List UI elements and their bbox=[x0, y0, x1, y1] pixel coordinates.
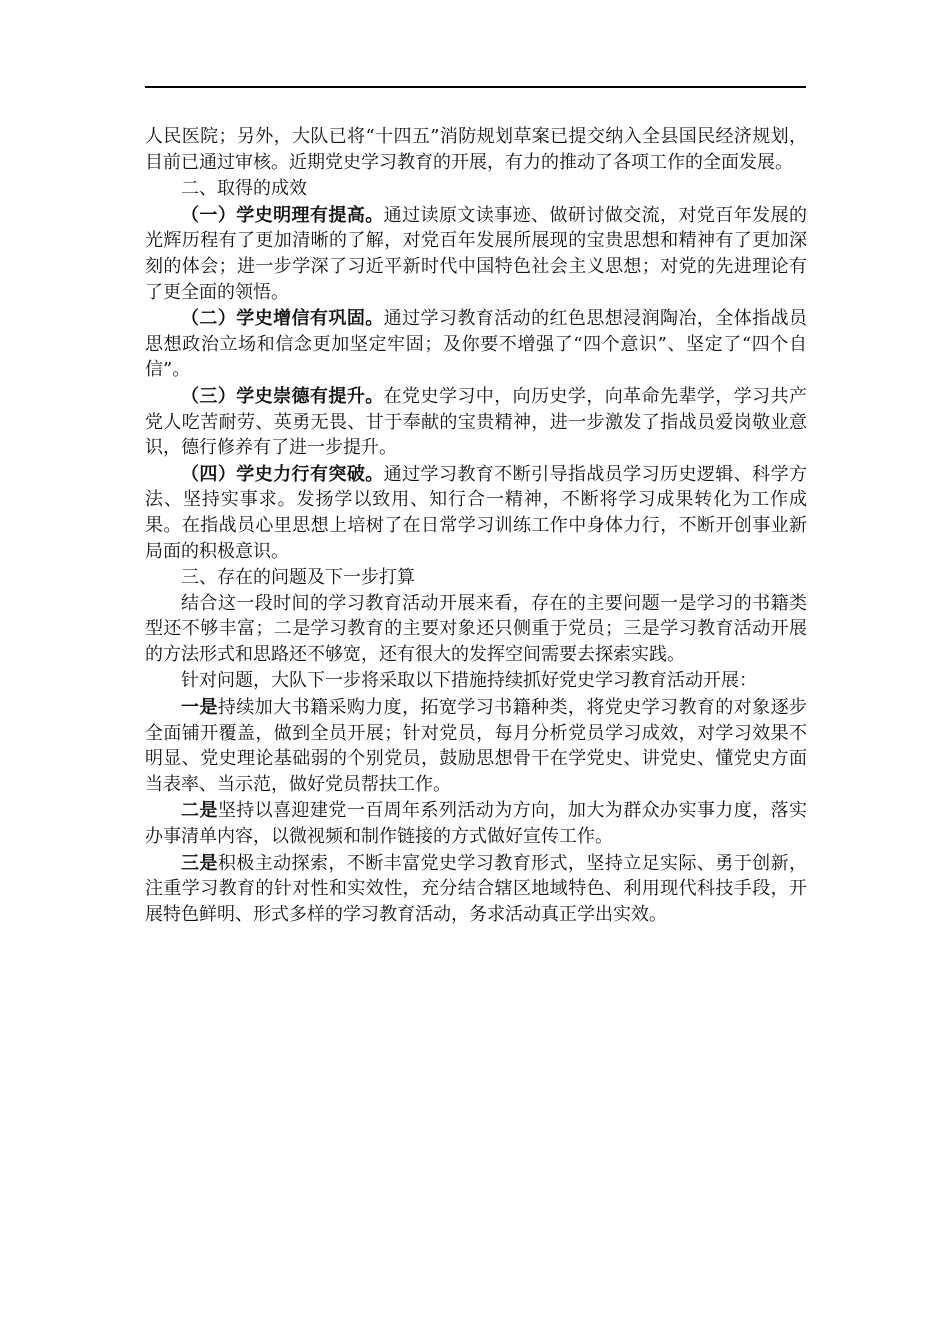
achievement-item-4-text: 通过学习教育不断引导指战员学习历史逻辑、科学方法、坚持实事求。发扬学以致用、知行合一精神，不断将学习成果转化为工作成果。在指战员心里思想上培树了在日常学习训练工作中身体力行，不断开创事业新局面的积极意识。 bbox=[145, 463, 808, 562]
achievement-item-2 bbox=[145, 306, 807, 383]
measure-item-2-label: 二是 bbox=[181, 800, 218, 822]
achievement-item-3 bbox=[145, 384, 807, 461]
achievement-item-2-text: 通过学习教育活动的红色思想浸润陶冶，全体指战员思想政治立场和信念更加坚定牢固；及你要不增强了“四个意识”、坚定了“四个自信”。 bbox=[145, 308, 808, 381]
achievement-item-2-label: （二）学史增信有巩固。 bbox=[181, 308, 384, 330]
measure-item-3-text: 积极主动探索，不断丰富党史学习教育形式，坚持立足实际、勇于创新，注重学习教育的针对性和实效性，充分结合辖区地域特色、利用现代科技手段，开展特色鲜明、形式多样的学习教育活动，务求活动真正学出实效。 bbox=[145, 852, 808, 925]
measure-item-1 bbox=[145, 695, 807, 797]
measure-item-3-label: 三是 bbox=[181, 852, 218, 874]
document-body bbox=[145, 124, 807, 927]
measure-item-2-text: 坚持以喜迎建党一百周年系列活动为方向，加大为群众办实事力度，落实办事清单内容，以微视频和制作链接的方式做好宣传工作。 bbox=[145, 800, 808, 848]
measure-item-2 bbox=[145, 798, 807, 849]
problems-paragraph: 结合这一段时间的学习教育活动开展来看，存在的主要问题一是学习的书籍类型还不够丰富；二是学习教育的主要对象还只侧重于党员；三是学习教育活动开展的方法形式和思路还不够宽，还有很大的发挥空间需要去探索实践。 bbox=[145, 592, 807, 665]
measure-item-1-label: 一是 bbox=[181, 697, 218, 719]
header-rule bbox=[145, 86, 806, 88]
achievement-item-1-text: 通过读原文读事迹、做研讨做交流，对党百年发展的光辉历程有了更加清晰的了解，对党百年发展所展现的宝贵思想和精神有了更加深刻的体会；进一步学深了习近平新时代中国特色社会主义思想；对党的先进理论有了更全面的领悟。 bbox=[145, 204, 808, 303]
achievement-item-1 bbox=[145, 203, 807, 305]
section-heading-achievements: 二、取得的成效 bbox=[181, 178, 307, 200]
achievement-item-3-text: 在党史学习中，向历史学，向革命先辈学，学习共产党人吃苦耐劳、英勇无畏、甘于奉献的宝贵精神，进一步激发了指战员爱岗敬业意识，德行修养有了进一步提升。 bbox=[145, 385, 808, 459]
intro-paragraph: 人民医院；另外，大队已将“十四五”消防规划草案已提交纳入全县国民经济规划，目前已通过审核。近期党史学习教育的开展，有力的推动了各项工作的全面发展。 bbox=[145, 126, 807, 173]
achievement-item-4-label: （四）学史力行有突破。 bbox=[181, 463, 384, 485]
measures-intro-paragraph: 针对问题，大队下一步将采取以下措施持续抓好党史学习教育活动开展： bbox=[181, 670, 757, 692]
section-heading-problems: 三、存在的问题及下一步打算 bbox=[181, 567, 415, 589]
achievement-item-4 bbox=[145, 462, 807, 564]
measure-item-1-text: 持续加大书籍采购力度，拓宽学习书籍种类，将党史学习教育的对象逐步全面铺开覆盖，做到全员开展；针对党员，每月分析党员学习成效，对学习效果不明显、党史理论基础弱的个别党员，鼓励思想骨干在学党史、讲党史、懂党史方面当表率、当示范，做好党员帮扶工作。 bbox=[145, 697, 808, 795]
achievement-item-1-label: （一）学史明理有提高。 bbox=[181, 204, 384, 226]
achievement-item-3-label: （三）学史崇德有提升。 bbox=[181, 385, 384, 407]
measure-item-3 bbox=[145, 851, 807, 928]
